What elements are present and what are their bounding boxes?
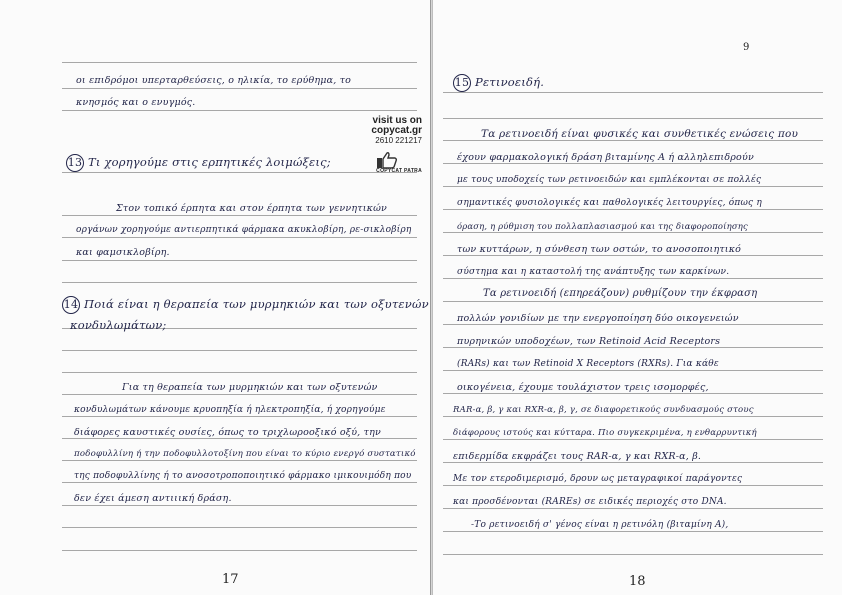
handwritten-line: σύστημα και η καταστολή της ανάπτυξης των καρκίνων. bbox=[457, 267, 730, 277]
handwritten-line: (RARs) και των Retinoid X Receptors (RXRs). Για κάθε bbox=[457, 359, 719, 369]
ruled-line bbox=[62, 505, 417, 506]
ruled-line bbox=[62, 237, 417, 238]
ruled-line bbox=[443, 485, 823, 486]
handwritten-line: ποδοφυλλίνη ή την ποδοφυλλοτοξίνη που είναι το κύριο ενεργό συστατικό bbox=[74, 449, 416, 459]
ruled-line bbox=[62, 260, 417, 261]
question-number: 13 bbox=[66, 154, 84, 172]
page-number: 18 bbox=[629, 574, 646, 589]
handwritten-line: με τους υποδοχείς των ρετινοειδών και εμπλέκονται σε πολλές bbox=[457, 175, 762, 185]
ruled-line bbox=[443, 370, 823, 371]
ruled-line bbox=[443, 508, 823, 509]
handwritten-line: Για τη θεραπεία των μυρμηκιών και των οξυτενών bbox=[122, 382, 378, 393]
ruled-line bbox=[62, 88, 417, 89]
handwritten-line: Στον τοπικό έρπητα και στον έρπητα των γεννητικών bbox=[116, 203, 388, 214]
ruled-line bbox=[443, 301, 823, 302]
handwritten-line: της ποδοφυλλίνης ή το ανοσοτροποποιητικό φάρμακο ιμικουιμόδη που bbox=[74, 471, 412, 481]
handwritten-line: οργάνων χορηγούμε αντιερπητικά φάρμακα ακυκλοβίρη, ρε-σικλοβίρη bbox=[76, 225, 412, 235]
question-text-cont: κονδυλωμάτων; bbox=[70, 318, 167, 332]
ruled-line bbox=[443, 92, 823, 93]
ruled-line bbox=[443, 416, 823, 417]
handwritten-line: δεν έχει άμεση αντιιική δράση. bbox=[74, 493, 232, 504]
ruled-line bbox=[443, 393, 823, 394]
question-text: Τι χορηγούμε στις ερπητικές λοιμώξεις; bbox=[88, 155, 331, 169]
ruled-line bbox=[443, 531, 823, 532]
stamp-phone: 2610 221217 bbox=[375, 136, 422, 145]
ruled-line bbox=[62, 482, 417, 483]
handwritten-line: και προσδένονται (RAREs) σε ειδικές περιοχές στο DNA. bbox=[453, 497, 727, 507]
question-13 bbox=[66, 154, 331, 172]
heading-text: Ρετινοειδή. bbox=[475, 75, 545, 89]
section-heading bbox=[453, 74, 544, 92]
stamp-line-1: visit us on bbox=[372, 115, 422, 126]
handwritten-line: και φαμσικλοβίρη. bbox=[76, 247, 170, 258]
ruled-line bbox=[443, 209, 823, 210]
question-number: 14 bbox=[62, 296, 80, 314]
handwritten-line: Με τον ετεροδιμερισμό, δρουν ως μεταγραφικοί παράγοντες bbox=[453, 474, 743, 484]
handwritten-line: διάφορες καυστικές ουσίες, όπως το τριχλωροοξικό οξύ, την bbox=[74, 427, 381, 438]
ruled-line bbox=[62, 372, 417, 373]
copycat-stamp bbox=[352, 116, 422, 174]
handwritten-line: κονδυλωμάτων κάνουμε κρυοπηξία ή ηλεκτροπηξία, ή χορηγούμε bbox=[74, 405, 386, 415]
ruled-line bbox=[443, 439, 823, 440]
stamp-brand: COPYCAT PATRA bbox=[376, 168, 422, 174]
question-14 bbox=[62, 296, 429, 314]
handwritten-line: -Το ρετινοειδή σ' γένος είναι η ρετινόλη (βιταμίνη Α), bbox=[471, 520, 729, 530]
ruled-line bbox=[62, 550, 417, 551]
corner-page-number: 9 bbox=[743, 42, 750, 53]
ruled-line bbox=[443, 118, 823, 119]
ruled-line bbox=[62, 394, 417, 395]
ruled-line bbox=[443, 140, 823, 141]
handwritten-line: έχουν φαρμακολογική δράση βιταμίνης Α ή αλληλεπιδρούν bbox=[457, 152, 754, 163]
ruled-line bbox=[443, 186, 823, 187]
handwritten-line: οι επιδρόμοι υπερταρθεύσεις, ο ηλικία, το ερύθημα, το bbox=[76, 75, 352, 86]
handwritten-line: των κυττάρων, η σύνθεση των οστών, το ανοσοποιητικό bbox=[457, 244, 742, 255]
handwritten-line: πολλών γονιδίων με την ενεργοποίηση δύο οικογενειών bbox=[457, 313, 739, 324]
ruled-line bbox=[62, 438, 417, 439]
handwritten-line: διάφορους ιστούς και κύτταρα. Πιο συγκεκριμένα, η ενθαρρυντική bbox=[453, 428, 757, 438]
ruled-line bbox=[443, 163, 823, 164]
ruled-line bbox=[62, 527, 417, 528]
ruled-line bbox=[443, 324, 823, 325]
ruled-line bbox=[443, 347, 823, 348]
handwritten-line: Τα ρετινοειδή (επηρεάζουν) ρυθμίζουν την έκφραση bbox=[483, 288, 758, 299]
ruled-line bbox=[62, 110, 417, 111]
stamp-line-2: copycat.gr bbox=[371, 125, 422, 136]
ruled-line bbox=[62, 350, 417, 351]
handwritten-line: σημαντικές φυσιολογικές και παθολογικές λειτουργίες, όπως η bbox=[457, 198, 762, 208]
ruled-line bbox=[62, 282, 417, 283]
handwritten-line: πυρηνικών υποδοχέων, των Retinoid Acid Receptors bbox=[457, 336, 721, 347]
right-page bbox=[432, 0, 842, 595]
handwritten-line: επιδερμίδα εκφράζει τους RAR-α, γ και RXR-α, β. bbox=[453, 451, 702, 462]
page-number: 17 bbox=[222, 572, 239, 587]
ruled-line bbox=[443, 462, 823, 463]
handwritten-line: κνησμός και ο ενυγμός. bbox=[76, 97, 196, 108]
handwritten-line: Τα ρετινοειδή είναι φυσικές και συνθετικές ενώσεις που bbox=[481, 128, 799, 140]
ruled-line bbox=[62, 416, 417, 417]
handwritten-line: όραση, η ρύθμιση του πολλαπλασιασμού και της διαφοροποίησης bbox=[457, 221, 748, 231]
ruled-line bbox=[443, 255, 823, 256]
ruled-line bbox=[443, 554, 823, 555]
ruled-line bbox=[62, 62, 417, 63]
handwritten-line: RAR-α, β, γ και RXR-α, β, γ, σε διαφορετικούς συνδυασμούς στους bbox=[453, 405, 754, 415]
ruled-line bbox=[443, 232, 823, 233]
ruled-line bbox=[62, 460, 417, 461]
thumbs-up-icon bbox=[376, 151, 398, 169]
ruled-line bbox=[62, 215, 417, 216]
handwritten-line: οικογένεια, έχουμε τουλάχιστον τρεις ισομορφές, bbox=[457, 382, 709, 393]
heading-number: 15 bbox=[453, 74, 471, 92]
ruled-line bbox=[443, 278, 823, 279]
question-text: Ποιά είναι η θεραπεία των μυρμηκιών και των οξυτενών bbox=[84, 297, 429, 311]
